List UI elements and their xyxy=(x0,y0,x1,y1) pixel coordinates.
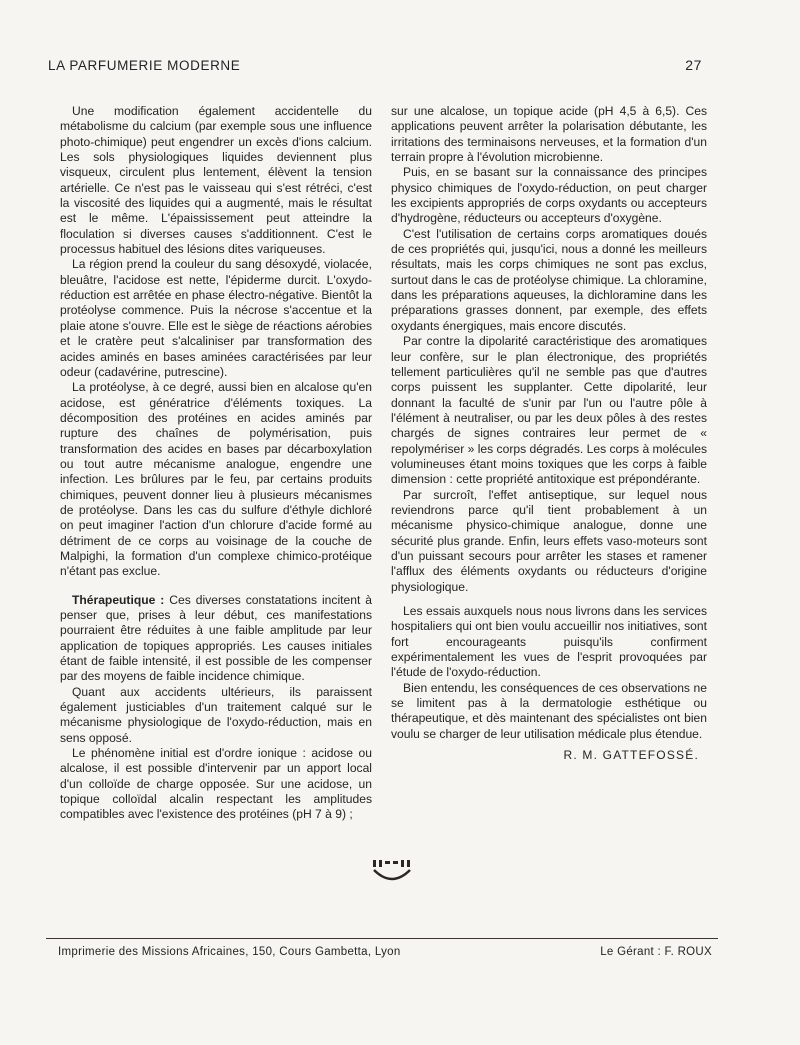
paragraph: Puis, en se basant sur la connaissance des principes physico chimiques de l'oxydo-réduction, on peut charger les excipients appropriés de corps oxydants ou accepteurs d'hydrogène, réducteurs ou accepteurs d'oxygène. xyxy=(391,165,707,226)
paragraph: C'est l'utilisation de certains corps aromatiques doués de ces propriétés qui, jusqu'ici, nous a donné les meilleurs résultats, mais les corps chimiques ne sont pas exclus, surtout dans le cas de protéolyse chimique. La chloramine, dans les préparations aqueuses, la dichloramine dans les préparations grasses donnent, par exemple, des effets oxydants énergiques, mais encore discutés. xyxy=(391,226,707,333)
paragraph: Une modification également accidentelle du métabolisme du calcium (par exemple sous une influence photo-chimique) peut engendrer un excès d'ions calcium. Les sols physiologiques liquides deviennent plus visqueux, circulent plus lentement, élèvent la tension artérielle. Ce n'est pas le vaisseau qui s'est rétréci, c'est la viscosité des liquides qui a augmenté, mais le résultat est le même. L'épaississement peut atteindre la floculation si diverses causes s'additionnent. C'est le processus habituel des lésions dites variqueuses. xyxy=(60,104,372,257)
author-signature: R. M. GATTEFOSSÉ. xyxy=(563,748,699,763)
paragraph: Par surcroît, l'effet antiseptique, sur lequel nous reviendrons parce qu'il tient probablement à un mécanisme physico-chimique analogue, donne une sécurité plus grande. Enfin, leurs effets vaso-moteurs sont d'un puissant secours pour arrêter les stases et ramener l'afflux des éléments oxydants ou réducteurs d'origine physiologique. xyxy=(391,487,707,594)
paragraph: Les essais auxquels nous nous livrons dans les services hospitaliers qui ont bien voulu accueillir nos initiatives, sont fort encourageants puisqu'ils confirment expérimentalement les vues de l'esprit provoquées par l'étude de l'oxydo-réduction. xyxy=(391,604,707,680)
manager-credit: Le Gérant : F. ROUX xyxy=(600,946,712,958)
footer-divider xyxy=(46,938,718,939)
therapeutics-paragraph xyxy=(60,593,372,685)
paragraph: La protéolyse, à ce degré, aussi bien en alcalose qu'en acidose, est génératrice d'éléments toxiques. La décomposition des protéines en acides aminés par rupture des chaînes de polymérisation, puis transformation des acides en bases par décarboxylation ou tout autre mécanisme analogue, engendre une infection. Les brûlures par le feu, par certains produits chimiques, peuvent donner lieu à plusieurs mécanismes de protéolyse. Dans les cas du sulfure d'éthyle dichloré on peut imaginer l'action d'un chlorure d'acide formé au détriment de ce corps au voisinage de la couche de Malpighi, la formation d'un complexe chimico-protéique n'étant pas exclue. xyxy=(60,380,372,579)
running-header xyxy=(48,57,702,73)
paragraph: Quant aux accidents ultérieurs, ils paraissent également justiciables d'un traitement calqué sur le mécanisme physiologique de l'oxydo-réduction, mais en sens opposé. xyxy=(60,684,372,745)
paragraph: Le phénomène initial est d'ordre ionique : acidose ou alcalose, il est possible d'intervenir par un apport local d'un colloïde de charge opposée. Sur une acidose, un topique colloïdal alcalin respectant les amplitudes compatibles avec l'existence des protéines (pH 7 à 9) ; xyxy=(60,746,372,822)
paragraph: Par contre la dipolarité caractéristique des aromatiques leur confère, sur le plan électronique, des propriétés tellement particulières qu'il ne semble pas que d'autres corps puissent les supplanter. Cette dipolarité, leur donnant la faculté de s'unir par l'un ou l'autre pôle à l'élément à neutraliser, ou par les deux pôles à des restes chargés de signes contraires leur permet de « repolymériser » les corps dégradés. Les corps à molécules volumineuses étant moins toxiques que les corps à faible dimension : cette propriété antitoxique est prépondérante. xyxy=(391,334,707,487)
page-number: 27 xyxy=(685,57,702,73)
decorative-ornament-icon xyxy=(370,858,414,884)
paragraph: Bien entendu, les conséquences de ces observations ne se limitent pas à la dermatologie esthétique ou thérapeutique, et dès maintenant des spécialistes ont bien voulu se charger de leur utilisation médicale plus étendue. xyxy=(391,680,707,741)
section-heading: Thérapeutique : xyxy=(72,592,165,607)
right-column xyxy=(391,104,707,763)
journal-title: LA PARFUMERIE MODERNE xyxy=(48,58,241,73)
printer-credit: Imprimerie des Missions Africaines, 150, Cours Gambetta, Lyon xyxy=(58,946,401,958)
left-column xyxy=(60,104,372,823)
page-footer xyxy=(58,946,712,958)
paragraph: La région prend la couleur du sang désoxydé, violacée, bleuâtre, l'acidose est nette, l'épiderme durcit. L'oxydo-réduction est arrêtée en phase électro-négative. Bientôt la protéolyse commence. Puis la nécrose s'accentue et la plaie atone s'ouvre. Elle est le siège de réactions aérobies et le cratère peut s'alcaliniser par transformation des acides aminés en bases aminées caractérisées par leur odeur (cadavérine, putrescine). xyxy=(60,257,372,379)
paragraph-text: Ces diverses constatations incitent à penser que, prises à leur début, ces manifestations pourraient être réduites à une faible amplitude par leur application de topiques appropriés. Les causes initiales étant de faible intensité, il est possible de les compenser par des moyens de faible incidence chimique. xyxy=(60,592,372,684)
paragraph: sur une alcalose, un topique acide (pH 4,5 à 6,5). Ces applications peuvent arrêter la polarisation débutante, les irritations des terminaisons nerveuses, et la formation d'un terrain propre à l'évolution microbienne. xyxy=(391,104,707,165)
